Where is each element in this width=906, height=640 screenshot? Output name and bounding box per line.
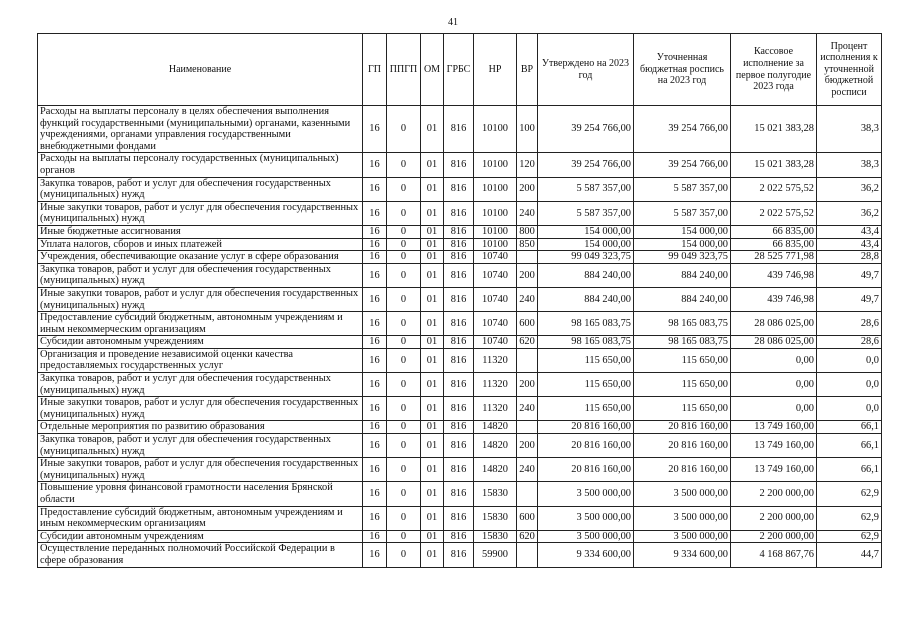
cell-ppgp: 0 <box>387 543 421 567</box>
cell-executed: 0,00 <box>731 397 817 421</box>
cell-approved: 115 650,00 <box>538 373 634 397</box>
cell-approved: 5 587 357,00 <box>538 201 634 225</box>
cell-approved: 154 000,00 <box>538 225 634 238</box>
cell-om: 01 <box>421 238 444 251</box>
table-row <box>38 348 882 372</box>
cell-nr: 59900 <box>474 543 517 567</box>
cell-revised: 115 650,00 <box>634 397 731 421</box>
cell-nr: 10740 <box>474 336 517 349</box>
cell-executed: 439 746,98 <box>731 263 817 287</box>
cell-ppgp: 0 <box>387 458 421 482</box>
cell-gp: 16 <box>363 225 387 238</box>
cell-nr: 10740 <box>474 263 517 287</box>
cell-vr: 800 <box>517 225 538 238</box>
cell-revised: 154 000,00 <box>634 238 731 251</box>
cell-percent: 66,1 <box>817 458 882 482</box>
cell-grbs: 816 <box>444 482 474 506</box>
table-row <box>38 543 882 567</box>
cell-grbs: 816 <box>444 434 474 458</box>
cell-om: 01 <box>421 251 444 264</box>
cell-grbs: 816 <box>444 153 474 177</box>
cell-vr <box>517 421 538 434</box>
cell-nr: 10740 <box>474 312 517 336</box>
cell-revised: 99 049 323,75 <box>634 251 731 264</box>
cell-nr: 11320 <box>474 373 517 397</box>
cell-om: 01 <box>421 287 444 311</box>
cell-vr <box>517 482 538 506</box>
cell-ppgp: 0 <box>387 106 421 153</box>
cell-percent: 36,2 <box>817 177 882 201</box>
table-header-row <box>38 34 882 106</box>
cell-nr: 14820 <box>474 434 517 458</box>
cell-gp: 16 <box>363 482 387 506</box>
cell-name: Расходы на выплаты персоналу государственных (муниципальных) органов <box>38 153 363 177</box>
cell-percent: 28,8 <box>817 251 882 264</box>
cell-gp: 16 <box>363 434 387 458</box>
cell-name: Субсидии автономным учреждениям <box>38 530 363 543</box>
header-executed: Кассовое исполнение за первое полугодие 2023 года <box>731 34 817 106</box>
cell-name: Предоставление субсидий бюджетным, автономным учреждениям и иным некоммерческим организациям <box>38 312 363 336</box>
cell-executed: 0,00 <box>731 373 817 397</box>
cell-name: Иные закупки товаров, работ и услуг для обеспечения государственных (муниципальных) нужд <box>38 287 363 311</box>
table-row <box>38 482 882 506</box>
cell-executed: 28 086 025,00 <box>731 336 817 349</box>
cell-ppgp: 0 <box>387 373 421 397</box>
cell-grbs: 816 <box>444 543 474 567</box>
cell-revised: 9 334 600,00 <box>634 543 731 567</box>
cell-vr: 600 <box>517 506 538 530</box>
cell-executed: 2 200 000,00 <box>731 506 817 530</box>
cell-vr: 620 <box>517 530 538 543</box>
cell-om: 01 <box>421 421 444 434</box>
cell-ppgp: 0 <box>387 348 421 372</box>
cell-name: Иные закупки товаров, работ и услуг для обеспечения государственных (муниципальных) нужд <box>38 458 363 482</box>
cell-gp: 16 <box>363 201 387 225</box>
cell-name: Повышение уровня финансовой грамотности населения Брянской области <box>38 482 363 506</box>
cell-vr: 120 <box>517 153 538 177</box>
cell-percent: 44,7 <box>817 543 882 567</box>
cell-percent: 49,7 <box>817 263 882 287</box>
header-gp: ГП <box>363 34 387 106</box>
cell-nr: 15830 <box>474 506 517 530</box>
header-grbs: ГРБС <box>444 34 474 106</box>
cell-nr: 11320 <box>474 397 517 421</box>
cell-grbs: 816 <box>444 225 474 238</box>
cell-nr: 10740 <box>474 251 517 264</box>
cell-percent: 0,0 <box>817 397 882 421</box>
table-row <box>38 530 882 543</box>
cell-vr: 100 <box>517 106 538 153</box>
header-revised: Уточненная бюджетная роспись на 2023 год <box>634 34 731 106</box>
cell-vr: 600 <box>517 312 538 336</box>
cell-gp: 16 <box>363 263 387 287</box>
cell-om: 01 <box>421 348 444 372</box>
cell-percent: 0,0 <box>817 348 882 372</box>
cell-om: 01 <box>421 263 444 287</box>
header-approved: Утверждено на 2023 год <box>538 34 634 106</box>
cell-executed: 15 021 383,28 <box>731 153 817 177</box>
cell-nr: 10100 <box>474 106 517 153</box>
table-row <box>38 397 882 421</box>
cell-approved: 98 165 083,75 <box>538 312 634 336</box>
cell-vr: 240 <box>517 201 538 225</box>
cell-nr: 10100 <box>474 153 517 177</box>
cell-name: Отдельные мероприятия по развитию образования <box>38 421 363 434</box>
table-row <box>38 287 882 311</box>
cell-gp: 16 <box>363 458 387 482</box>
cell-name: Уплата налогов, сборов и иных платежей <box>38 238 363 251</box>
cell-gp: 16 <box>363 421 387 434</box>
cell-ppgp: 0 <box>387 421 421 434</box>
cell-grbs: 816 <box>444 201 474 225</box>
cell-percent: 43,4 <box>817 225 882 238</box>
cell-vr: 240 <box>517 397 538 421</box>
cell-approved: 39 254 766,00 <box>538 153 634 177</box>
cell-name: Учреждения, обеспечивающие оказание услуг в сфере образования <box>38 251 363 264</box>
cell-percent: 62,9 <box>817 530 882 543</box>
cell-ppgp: 0 <box>387 251 421 264</box>
table-row <box>38 373 882 397</box>
cell-ppgp: 0 <box>387 336 421 349</box>
cell-percent: 38,3 <box>817 153 882 177</box>
budget-table <box>37 33 882 568</box>
cell-percent: 38,3 <box>817 106 882 153</box>
cell-grbs: 816 <box>444 397 474 421</box>
cell-percent: 28,6 <box>817 312 882 336</box>
cell-gp: 16 <box>363 348 387 372</box>
cell-executed: 13 749 160,00 <box>731 458 817 482</box>
header-nr: НР <box>474 34 517 106</box>
cell-name: Предоставление субсидий бюджетным, автономным учреждениям и иным некоммерческим организациям <box>38 506 363 530</box>
table-row <box>38 238 882 251</box>
cell-revised: 3 500 000,00 <box>634 506 731 530</box>
cell-nr: 10100 <box>474 238 517 251</box>
cell-gp: 16 <box>363 238 387 251</box>
cell-ppgp: 0 <box>387 287 421 311</box>
cell-executed: 28 086 025,00 <box>731 312 817 336</box>
table-row <box>38 153 882 177</box>
table-row <box>38 177 882 201</box>
cell-grbs: 816 <box>444 312 474 336</box>
cell-approved: 20 816 160,00 <box>538 458 634 482</box>
cell-vr: 200 <box>517 373 538 397</box>
cell-om: 01 <box>421 482 444 506</box>
cell-ppgp: 0 <box>387 201 421 225</box>
cell-om: 01 <box>421 106 444 153</box>
header-percent: Процент исполнения к уточненной бюджетной росписи <box>817 34 882 106</box>
cell-approved: 39 254 766,00 <box>538 106 634 153</box>
cell-nr: 15830 <box>474 530 517 543</box>
cell-nr: 10100 <box>474 201 517 225</box>
cell-ppgp: 0 <box>387 482 421 506</box>
table-row <box>38 421 882 434</box>
cell-executed: 439 746,98 <box>731 287 817 311</box>
cell-ppgp: 0 <box>387 238 421 251</box>
header-ppgp: ППГП <box>387 34 421 106</box>
header-vr: ВР <box>517 34 538 106</box>
cell-gp: 16 <box>363 530 387 543</box>
table-row <box>38 106 882 153</box>
cell-ppgp: 0 <box>387 397 421 421</box>
cell-nr: 10740 <box>474 287 517 311</box>
cell-percent: 66,1 <box>817 434 882 458</box>
cell-gp: 16 <box>363 312 387 336</box>
cell-om: 01 <box>421 201 444 225</box>
cell-percent: 36,2 <box>817 201 882 225</box>
cell-executed: 66 835,00 <box>731 238 817 251</box>
cell-grbs: 816 <box>444 263 474 287</box>
cell-nr: 10100 <box>474 225 517 238</box>
cell-grbs: 816 <box>444 106 474 153</box>
cell-grbs: 816 <box>444 251 474 264</box>
cell-ppgp: 0 <box>387 506 421 530</box>
cell-name: Субсидии автономным учреждениям <box>38 336 363 349</box>
header-om: ОМ <box>421 34 444 106</box>
cell-revised: 39 254 766,00 <box>634 153 731 177</box>
cell-grbs: 816 <box>444 348 474 372</box>
cell-revised: 884 240,00 <box>634 287 731 311</box>
cell-gp: 16 <box>363 251 387 264</box>
cell-vr: 200 <box>517 177 538 201</box>
cell-revised: 20 816 160,00 <box>634 434 731 458</box>
cell-executed: 2 200 000,00 <box>731 482 817 506</box>
cell-ppgp: 0 <box>387 153 421 177</box>
cell-om: 01 <box>421 543 444 567</box>
cell-percent: 43,4 <box>817 238 882 251</box>
cell-name: Расходы на выплаты персоналу в целях обеспечения выполнения функций государственными (муниципальными) органами, казенными учреждениями, органами управления государственными внебюджетными фондами <box>38 106 363 153</box>
cell-om: 01 <box>421 373 444 397</box>
cell-ppgp: 0 <box>387 434 421 458</box>
cell-nr: 15830 <box>474 482 517 506</box>
cell-vr: 240 <box>517 458 538 482</box>
cell-name: Закупка товаров, работ и услуг для обеспечения государственных (муниципальных) нужд <box>38 373 363 397</box>
cell-vr <box>517 348 538 372</box>
cell-approved: 154 000,00 <box>538 238 634 251</box>
cell-approved: 884 240,00 <box>538 287 634 311</box>
cell-ppgp: 0 <box>387 177 421 201</box>
cell-revised: 115 650,00 <box>634 348 731 372</box>
cell-executed: 13 749 160,00 <box>731 434 817 458</box>
cell-vr: 240 <box>517 287 538 311</box>
cell-revised: 3 500 000,00 <box>634 530 731 543</box>
cell-revised: 5 587 357,00 <box>634 177 731 201</box>
cell-revised: 20 816 160,00 <box>634 421 731 434</box>
cell-approved: 20 816 160,00 <box>538 434 634 458</box>
cell-revised: 98 165 083,75 <box>634 312 731 336</box>
cell-om: 01 <box>421 434 444 458</box>
cell-revised: 154 000,00 <box>634 225 731 238</box>
page-number: 41 <box>448 17 458 28</box>
cell-percent: 49,7 <box>817 287 882 311</box>
cell-gp: 16 <box>363 287 387 311</box>
cell-executed: 0,00 <box>731 348 817 372</box>
cell-om: 01 <box>421 153 444 177</box>
cell-name: Иные бюджетные ассигнования <box>38 225 363 238</box>
cell-name: Иные закупки товаров, работ и услуг для обеспечения государственных (муниципальных) нужд <box>38 397 363 421</box>
cell-executed: 2 200 000,00 <box>731 530 817 543</box>
cell-nr: 10100 <box>474 177 517 201</box>
cell-grbs: 816 <box>444 506 474 530</box>
cell-gp: 16 <box>363 336 387 349</box>
cell-approved: 9 334 600,00 <box>538 543 634 567</box>
cell-executed: 13 749 160,00 <box>731 421 817 434</box>
cell-percent: 66,1 <box>817 421 882 434</box>
cell-executed: 2 022 575,52 <box>731 177 817 201</box>
cell-revised: 20 816 160,00 <box>634 458 731 482</box>
cell-name: Закупка товаров, работ и услуг для обеспечения государственных (муниципальных) нужд <box>38 434 363 458</box>
cell-ppgp: 0 <box>387 312 421 336</box>
cell-approved: 3 500 000,00 <box>538 482 634 506</box>
cell-om: 01 <box>421 312 444 336</box>
cell-om: 01 <box>421 177 444 201</box>
cell-grbs: 816 <box>444 287 474 311</box>
cell-name: Осуществление переданных полномочий Российской Федерации в сфере образования <box>38 543 363 567</box>
cell-vr: 850 <box>517 238 538 251</box>
cell-gp: 16 <box>363 543 387 567</box>
cell-percent: 28,6 <box>817 336 882 349</box>
header-name: Наименование <box>38 34 363 106</box>
cell-approved: 115 650,00 <box>538 348 634 372</box>
cell-revised: 115 650,00 <box>634 373 731 397</box>
cell-executed: 66 835,00 <box>731 225 817 238</box>
cell-revised: 39 254 766,00 <box>634 106 731 153</box>
cell-executed: 28 525 771,98 <box>731 251 817 264</box>
cell-approved: 98 165 083,75 <box>538 336 634 349</box>
cell-vr: 620 <box>517 336 538 349</box>
cell-grbs: 816 <box>444 238 474 251</box>
cell-percent: 62,9 <box>817 506 882 530</box>
cell-approved: 99 049 323,75 <box>538 251 634 264</box>
cell-nr: 14820 <box>474 458 517 482</box>
cell-nr: 14820 <box>474 421 517 434</box>
cell-executed: 15 021 383,28 <box>731 106 817 153</box>
cell-gp: 16 <box>363 153 387 177</box>
cell-ppgp: 0 <box>387 225 421 238</box>
cell-om: 01 <box>421 225 444 238</box>
table-row <box>38 458 882 482</box>
table-row <box>38 225 882 238</box>
cell-percent: 62,9 <box>817 482 882 506</box>
table-row <box>38 263 882 287</box>
cell-vr: 200 <box>517 434 538 458</box>
cell-vr <box>517 251 538 264</box>
cell-om: 01 <box>421 506 444 530</box>
cell-executed: 4 168 867,76 <box>731 543 817 567</box>
table-row <box>38 201 882 225</box>
cell-ppgp: 0 <box>387 263 421 287</box>
cell-grbs: 816 <box>444 530 474 543</box>
table-row <box>38 251 882 264</box>
cell-name: Иные закупки товаров, работ и услуг для обеспечения государственных (муниципальных) нужд <box>38 201 363 225</box>
cell-revised: 884 240,00 <box>634 263 731 287</box>
cell-grbs: 816 <box>444 458 474 482</box>
cell-approved: 884 240,00 <box>538 263 634 287</box>
cell-om: 01 <box>421 397 444 421</box>
cell-om: 01 <box>421 336 444 349</box>
cell-nr: 11320 <box>474 348 517 372</box>
cell-grbs: 816 <box>444 177 474 201</box>
cell-vr <box>517 543 538 567</box>
cell-approved: 115 650,00 <box>538 397 634 421</box>
cell-om: 01 <box>421 530 444 543</box>
cell-vr: 200 <box>517 263 538 287</box>
cell-gp: 16 <box>363 373 387 397</box>
cell-grbs: 816 <box>444 373 474 397</box>
table-row <box>38 434 882 458</box>
cell-executed: 2 022 575,52 <box>731 201 817 225</box>
cell-approved: 3 500 000,00 <box>538 506 634 530</box>
cell-gp: 16 <box>363 177 387 201</box>
cell-name: Организация и проведение независимой оценки качества предоставляемых государственных услуг <box>38 348 363 372</box>
table-row <box>38 336 882 349</box>
table-row <box>38 506 882 530</box>
cell-grbs: 816 <box>444 421 474 434</box>
cell-approved: 20 816 160,00 <box>538 421 634 434</box>
cell-approved: 5 587 357,00 <box>538 177 634 201</box>
cell-revised: 5 587 357,00 <box>634 201 731 225</box>
cell-gp: 16 <box>363 506 387 530</box>
cell-revised: 98 165 083,75 <box>634 336 731 349</box>
cell-gp: 16 <box>363 397 387 421</box>
cell-name: Закупка товаров, работ и услуг для обеспечения государственных (муниципальных) нужд <box>38 177 363 201</box>
cell-gp: 16 <box>363 106 387 153</box>
table-row <box>38 312 882 336</box>
cell-name: Закупка товаров, работ и услуг для обеспечения государственных (муниципальных) нужд <box>38 263 363 287</box>
cell-grbs: 816 <box>444 336 474 349</box>
cell-ppgp: 0 <box>387 530 421 543</box>
cell-approved: 3 500 000,00 <box>538 530 634 543</box>
cell-revised: 3 500 000,00 <box>634 482 731 506</box>
cell-om: 01 <box>421 458 444 482</box>
cell-percent: 0,0 <box>817 373 882 397</box>
